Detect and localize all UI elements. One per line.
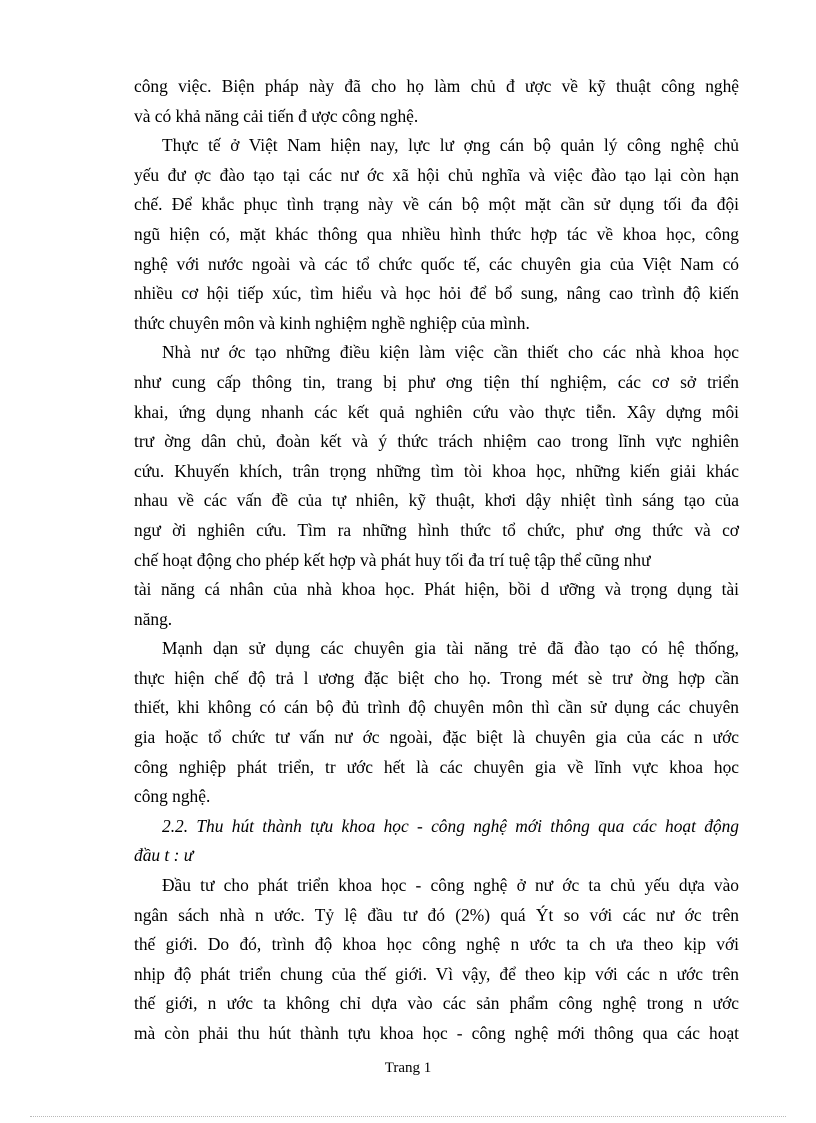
section-heading: 2.2. Thu hút thành tựu khoa học - công nghệ mới thông qua các hoạt động bbox=[162, 815, 739, 836]
section-heading-continuation: đầu t : ư bbox=[134, 845, 194, 866]
text-line: và có khả năng cải tiến đ ược công nghệ. bbox=[134, 105, 419, 126]
paragraph-first-line: Mạnh dạn sử dụng các chuyên gia tài năng trẻ đã đào tạo có hệ thống, bbox=[162, 638, 739, 659]
paragraph-first-line: Đầu tư cho phát triển khoa học - công nghệ ở nư ớc ta chủ yếu dựa vào bbox=[162, 875, 739, 896]
text-line: yếu đư ợc đào tạo tại các nư ớc xã hội chủ nghĩa và việc đào tạo lại còn hạn bbox=[134, 164, 739, 185]
text-line: nghệ với nước ngoài và các tổ chức quốc tế, các chuyên gia của Việt Nam có bbox=[134, 253, 739, 274]
body-text bbox=[134, 72, 739, 1049]
text-line: nhau về các vấn đề của tự nhiên, kỹ thuật, khơi dậy nhiệt tình sáng tạo của bbox=[134, 490, 739, 511]
text-line: ngũ hiện có, mặt khác thông qua nhiều hình thức hợp tác về khoa học, công bbox=[134, 223, 739, 244]
text-line: gia hoặc tổ chức tư vấn nư ớc ngoài, đặc biệt là chuyên gia của các n ước bbox=[134, 727, 739, 748]
text-line: ngân sách nhà n ước. Tỷ lệ đầu tư đó (2%) quá Ýt so với các nư ớc trên bbox=[134, 904, 739, 925]
text-line: công việc. Biện pháp này đã cho họ làm chủ đ ược về kỹ thuật công nghệ bbox=[134, 76, 739, 96]
text-line: tài năng cá nhân của nhà khoa học. Phát hiện, bồi d ưỡng và trọng dụng tài bbox=[134, 579, 739, 600]
text-line: thế giới, n ước ta không chỉ dựa vào các sản phẩm công nghệ trong n ước bbox=[134, 993, 739, 1014]
text-line: chế. Để khắc phục tình trạng này về cán bộ một mặt cần sử dụng tối đa đội bbox=[134, 194, 739, 215]
text-line: nhiều cơ hội tiếp xúc, tìm hiểu và học hỏi để bổ sung, nâng cao trình độ kiến bbox=[134, 283, 739, 304]
text-line: mà còn phải thu hút thành tựu khoa học - công nghệ mới thông qua các hoạt bbox=[134, 1023, 739, 1043]
text-line: chế hoạt động cho phép kết hợp và phát huy tối đa trí tuệ tập thể cũng như bbox=[134, 549, 651, 570]
text-line: khai, ứng dụng nhanh các kết quả nghiên cứu vào thực tiễn. Xây dựng môi bbox=[134, 401, 739, 422]
paragraph-first-line: Nhà nư ớc tạo những điều kiện làm việc cần thiết cho các nhà khoa học bbox=[162, 342, 739, 363]
text-line: ngư ời nghiên cứu. Tìm ra những hình thức tổ chức, phư ơng thức và cơ bbox=[134, 519, 739, 540]
text-line: trư ờng dân chủ, đoàn kết và ý thức trách nhiệm cao trong lĩnh vực nghiên bbox=[134, 431, 739, 452]
page-bottom-divider bbox=[30, 1116, 786, 1117]
text-line: công nghệ. bbox=[134, 786, 211, 807]
text-line: thiết, khi không có cán bộ đủ trình độ chuyên môn thì cần sử dụng các chuyên bbox=[134, 697, 739, 718]
text-line: thực hiện chế độ trả l ương đặc biệt cho họ. Trong mét sè trư ờng hợp cần bbox=[134, 667, 739, 688]
text-line: nhịp độ phát triển chung của thế giới. Vì vậy, để theo kịp với các n ước trên bbox=[134, 963, 739, 984]
paragraph-first-line: Thực tế ở Việt Nam hiện nay, lực lư ợng cán bộ quản lý công nghệ chủ bbox=[162, 135, 739, 156]
text-line: năng. bbox=[134, 608, 173, 629]
text-line: thế giới. Do đó, trình độ khoa học công nghệ n ước ta ch ưa theo kịp với bbox=[134, 934, 739, 955]
text-line: công nghiệp phát triển, tr ước hết là các chuyên gia về lĩnh vực khoa học bbox=[134, 756, 739, 777]
text-line: như cung cấp thông tin, trang bị phư ơng tiện thí nghiệm, các cơ sở triển bbox=[134, 371, 739, 392]
page-number: Trang 1 bbox=[384, 1060, 432, 1076]
text-line: cứu. Khuyến khích, trân trọng những tìm tòi khoa học, những kiến giải khác bbox=[134, 460, 739, 481]
text-line: thức chuyên môn và kinh nghiệm nghề nghiệp của mình. bbox=[134, 312, 530, 333]
